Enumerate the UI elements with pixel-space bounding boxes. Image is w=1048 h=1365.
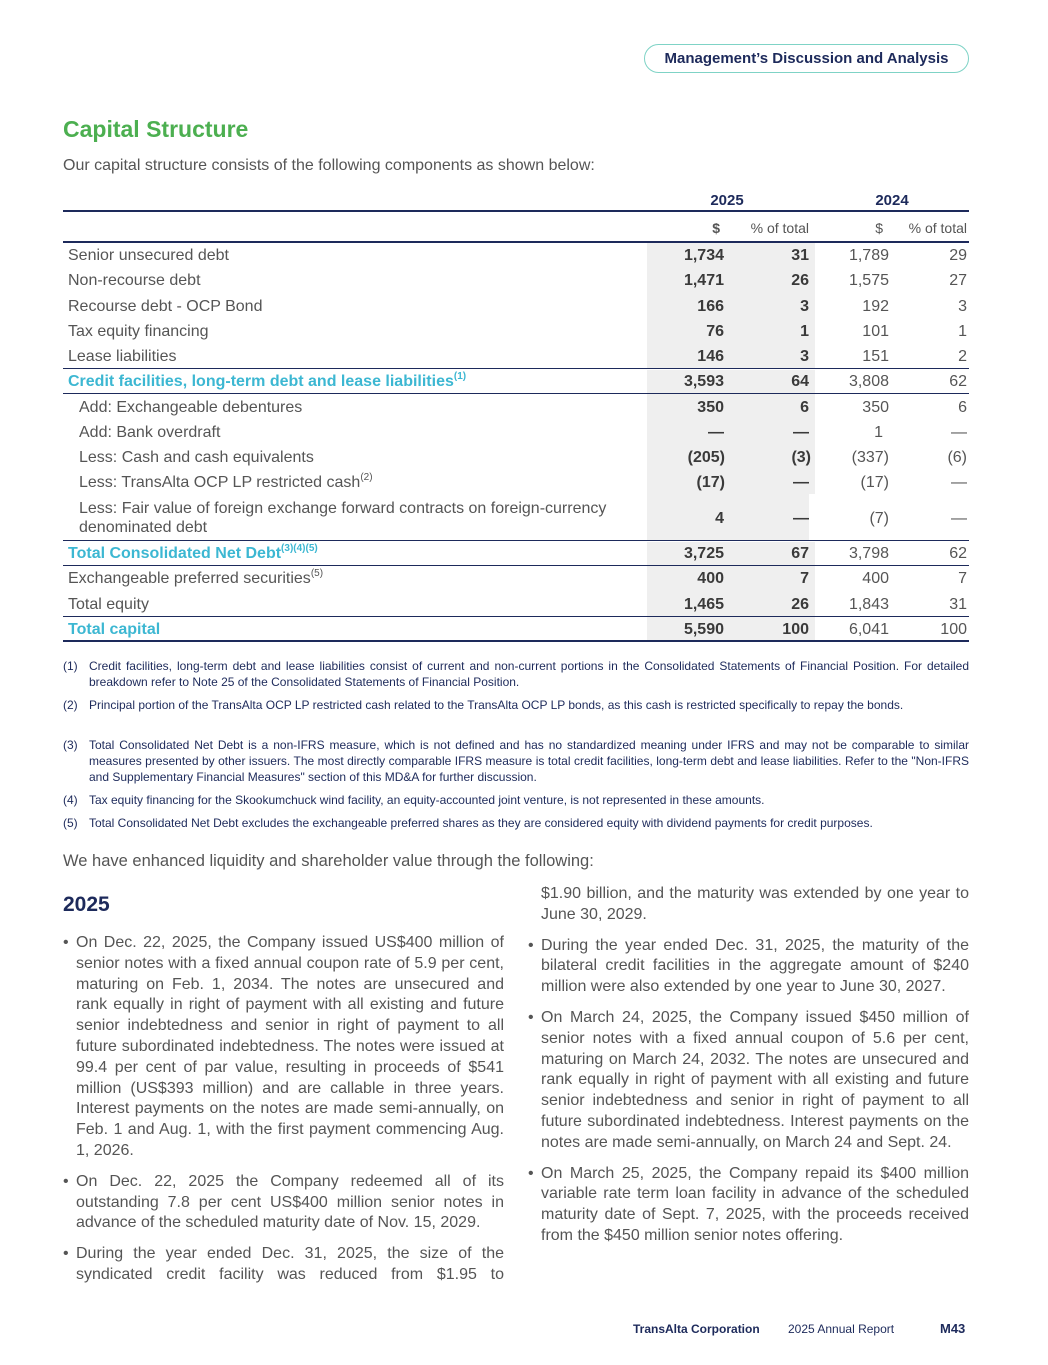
footnote [63,697,969,713]
bullet-continuation: $1.90 billion, and the maturity was extended by one year to June 30, 2029. [541,885,969,923]
bullet-item: • During the year ended Dec. 31, 2025, the maturity of the bilateral credit facilities in the aggregate amount of $240 million were also extended by one year to June 30, 2027. [528,936,969,998]
cell: 1,465 [683,596,724,613]
table-rule [63,616,969,617]
cell: 4 [715,510,724,527]
bullet-item: • On Dec. 22, 2025 the Company redeemed all of its outstanding 7.8 per cent US$400 million senior notes in advance of the scheduled maturity date of Nov. 15, 2029. [63,1172,504,1234]
footnote-number: (4) [63,793,78,807]
cell: — [708,424,724,441]
cell: 400 [862,570,889,587]
footnote-number: (2) [63,698,78,712]
page-number: M43 [940,1321,966,1336]
row-label: Add: Bank overdraft [79,424,221,441]
table-row [63,320,969,345]
right-column [528,884,969,1257]
footnote [63,792,969,808]
row-label: Exchangeable preferred securities$^{(5)}$ [68,568,324,587]
row-label: Non-recourse debt [68,272,201,289]
cell: 192 [862,298,889,315]
year-header-2024: 2024 [875,192,909,209]
table-row [63,446,969,471]
year-header-2025: 2025 [710,192,744,209]
cell: — [951,424,967,441]
col-header: $ [712,220,720,236]
cell: 29 [949,247,967,264]
cell: 3 [800,298,809,315]
intro-text: Our capital structure consists of the following components as shown below: [63,157,595,174]
cell: 64 [791,373,809,390]
footnote-text: Principal portion of the TransAlta OCP LP restricted cash related to the TransAlta OCP LP bonds, as this cash is restricted specifically to repay the bonds. [89,698,904,712]
cell: (6) [947,449,967,466]
table-rule [63,368,969,369]
table-rule [63,540,969,541]
cell: 27 [949,272,967,289]
cell: 26 [791,596,809,613]
table-row [63,497,969,541]
cell: 151 [862,348,889,365]
footnote-text: Total Consolidated Net Debt excludes the exchangeable preferred shares as they are considered equity with dividend payments for credit purposes. [89,816,873,830]
cell: 166 [697,298,724,315]
cell: 350 [697,399,724,416]
cell: 3,798 [848,545,889,562]
footnote [63,658,969,690]
footnote-number: (5) [63,816,78,830]
bullet-item: • On March 25, 2025, the Company repaid its $400 million variable rate term loan facility in advance of the scheduled maturity date of Sept. 7, 2025, with the proceeds received from the $450 million senior notes offering. [528,1164,969,1247]
cell: (205) [687,449,725,466]
table-row [63,593,969,618]
bullet-item: • On Dec. 22, 2025, the Company issued US$400 million of senior notes with a fixed annual coupon rate of 5.9 per cent, maturing on Feb. 1, 2034. The notes are unsecured and rank equally in right of payment with all existing and future senior indebtedness and senior in right of payment to all future subordinated indebtedness. The notes were issued at 99.4 per cent of par value, resulting in proceeds of $541 million (US$393 million) and are callable in three years. Interest payments on the notes are made semi-annually, on Feb. 1 and Aug. 1, with the first payment commencing Aug. 1, 2026. [63,933,504,1162]
cell: 1,471 [683,272,724,289]
row-label: Total capital [68,621,161,638]
row-label: Add: Exchangeable debentures [79,399,303,416]
cell: (7) [869,510,889,527]
table-row [63,269,969,294]
cell: (17) [860,474,889,491]
row-label: Recourse debt - OCP Bond [68,298,263,315]
cell: 26 [791,272,809,289]
row-label: Total equity [68,596,149,613]
table-row [63,421,969,446]
cell: — [951,474,967,491]
cell: 76 [706,323,724,340]
cell: — [793,474,809,491]
table-rule [63,640,969,642]
table-row [63,396,969,421]
row-label: Tax equity financing [68,323,209,340]
row-label: Less: Cash and cash equivalents [79,449,314,466]
cell: 6,041 [848,621,889,638]
year-heading: 2025 [63,893,110,916]
page-title: Capital Structure [63,116,249,142]
cell: 62 [949,545,967,562]
cell: 3 [958,298,967,315]
footnote-number: (3) [63,738,78,752]
row-label: Total Consolidated Net Debt$^{(3)(4)(5)}$ [68,543,318,562]
footnote-text: Credit facilities, long-term debt and lease liabilities consist of current and non-current portions in the Consolidated Statements of Financial Position. For detailed breakdown refer to Note 25 of the Consolidated Statements of Financial Position. [89,659,969,689]
footer-company: TransAlta Corporation [633,1322,760,1336]
enhanced-liquidity-intro: We have enhanced liquidity and shareholder value through the following: [63,852,594,870]
cell: 3,808 [848,373,889,390]
section-header-pill: Management’s Discussion and Analysis [644,44,969,73]
cell: 3 [800,348,809,365]
cell: 101 [862,323,889,340]
cell: 31 [791,247,809,264]
cell: 62 [949,373,967,390]
cell: 2 [958,348,967,365]
cell: 146 [697,348,724,365]
cell: 7 [958,570,967,587]
footnote-text: Tax equity financing for the Skookumchuck wind facility, an equity-accounted joint venture, is not represented in these amounts. [89,793,765,807]
table-rule [63,210,969,212]
cell: (337) [851,449,889,466]
cell: (3) [791,449,811,466]
cell: — [793,424,809,441]
table-row [63,471,969,496]
cell: 1 [800,323,809,340]
total-row [63,542,969,567]
cell: 350 [862,399,889,416]
cell: 6 [800,399,809,416]
cell: 6 [958,399,967,416]
table-row [63,244,969,269]
cell: — [951,510,967,527]
column-header-row [63,217,969,242]
table-rule [63,565,969,566]
cell: 1,575 [848,272,889,289]
cell: 67 [791,545,809,562]
col-header: % of total [750,220,809,236]
cell: 3,725 [683,545,724,562]
table-row [63,567,969,592]
footer-report: 2025 Annual Report [788,1322,895,1336]
footnote [63,815,969,831]
subtotal-row [63,370,969,395]
cell: 1 [874,424,883,441]
footnote-text: Total Consolidated Net Debt is a non-IFRS measure, which is not defined and has no standardized meaning under IFRS and may not be comparable to similar measures presented by other issuers. The most directly comparable IFRS measure is total credit facilities, long-term debt and lease liabilities. Refer to the "Non-IFRS and Supplementary Financial Measures" section of this MD&A for further discussion. [89,738,969,784]
cell: — [793,510,809,527]
row-label: Senior unsecured debt [68,247,229,264]
row-label: Credit facilities, long-term debt and lease liabilities$^{(1)}$ [68,371,467,390]
cell: 1,843 [848,596,889,613]
left-column [63,933,504,1296]
row-label: Lease liabilities [68,348,177,365]
cell: 1,789 [848,247,889,264]
cell: 31 [949,596,967,613]
cell: 5,590 [683,621,724,638]
bullet-item: • During the year ended Dec. 31, 2025, the size of the syndicated credit facility was reduced from $1.95 to [63,1244,504,1286]
table-row [63,295,969,320]
cell: (17) [696,474,725,491]
cell: 1 [958,323,967,340]
cell: 1,734 [683,247,724,264]
cell: 100 [782,621,809,638]
table-row [63,345,969,370]
footnote-number: (1) [63,659,78,673]
footnote [63,737,969,785]
table-rule [63,241,969,243]
cell: 400 [697,570,724,587]
cell: 7 [800,570,809,587]
cell: 3,593 [683,373,724,390]
table-rule [63,393,969,394]
col-header: % of total [908,220,967,236]
bullet-item: • On March 24, 2025, the Company issued $450 million of senior notes with a fixed annual coupon of 5.6 per cent, maturing on March 24, 2032. The notes are unsecured and rank equally in right of payment with all existing and future senior indebtedness and senior in right of payment to all future subordinated indebtedness. Interest payments on the notes are made semi-annually, on March 24 and Sept. 24. [528,1008,969,1154]
col-header: $ [875,220,883,236]
row-label: Less: Fair value of foreign exchange forward contracts on foreign-currency denominated debt [79,500,607,536]
cell: 100 [940,621,967,638]
row-label: Less: TransAlta OCP LP restricted cash$^{(2)}$ [79,472,373,491]
